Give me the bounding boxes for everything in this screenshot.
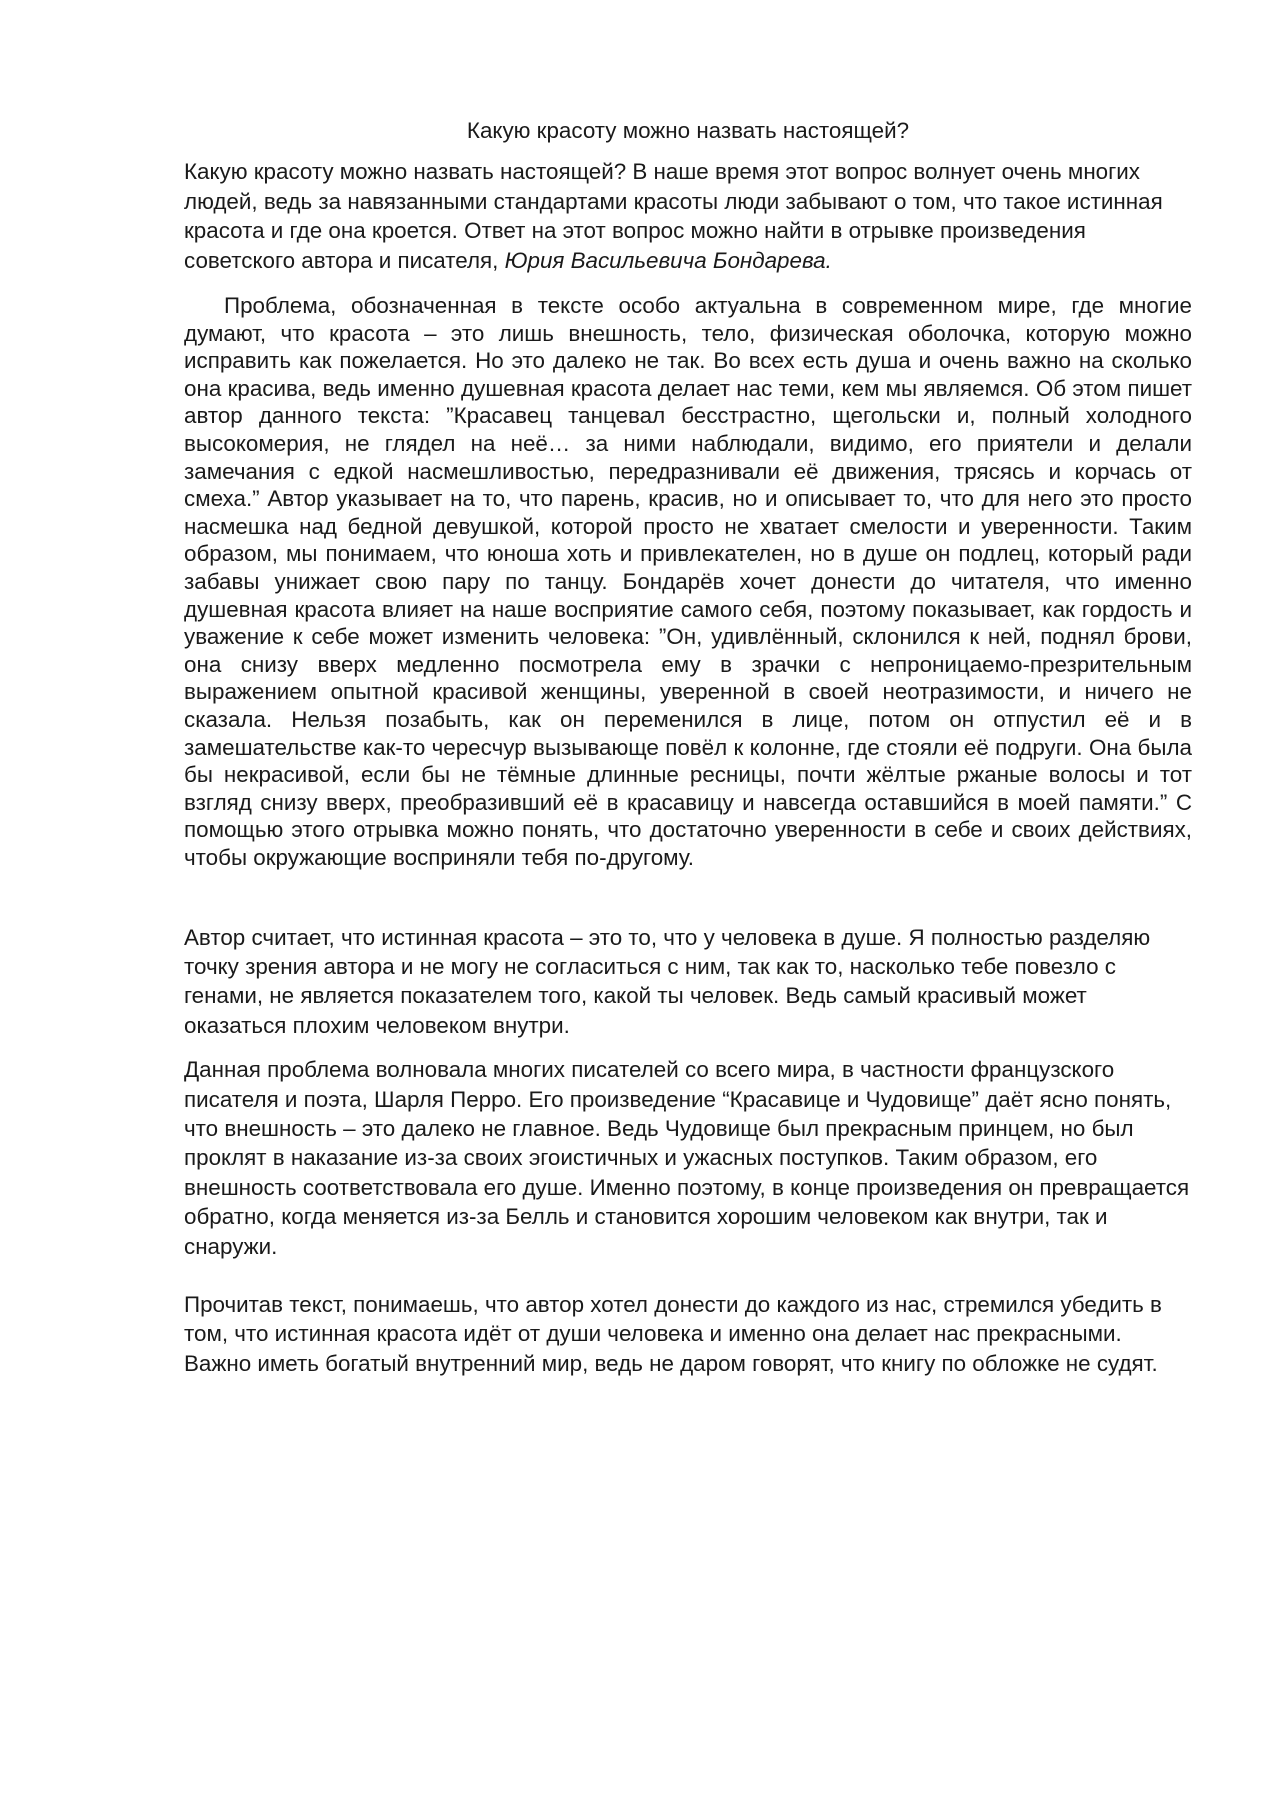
conclusion-paragraph: Прочитав текст, понимаешь, что автор хотел донести до каждого из нас, стремился убедить в том, что истинная красота идёт от души человека и именно она делает нас прекрасными. Важно иметь богатый внутренний мир, ведь не даром говорят, что книгу по обложке не судят.	[184, 1291, 1162, 1376]
argument-paragraph: Данная проблема волновала многих писателей со всего мира, в частности французского писателя и поэта, Шарля Перро. Его произведение “Красавице и Чудовище” даёт ясно понять, что внешность – это далеко не главное. Ведь Чудовище был прекрасным принцем, но был проклят в наказание из-за своих эгоистичных и ужасных поступков. Таким образом, его внешность соответствовала его душе. Именно поэтому, в конце произведения он превращается обратно, когда меняется из-за Белль и становится хорошим человеком как внутри, так и снаружи.	[184, 1057, 1190, 1259]
document-body	[184, 116, 1192, 1378]
document-title: Какую красоту можно назвать настоящей?	[466, 118, 910, 143]
opinion-paragraph: Автор считает, что истинная красота – это то, что у человека в душе. Я полностью разделяю точку зрения автора и не могу не согласиться с ним, так как то, насколько тебе повезло с генами, не является показателем того, какой ты человек. Ведь самый красивый может оказаться плохим человеком внутри.	[184, 924, 1151, 1038]
problem-paragraph: Проблема, обозначенная в тексте особо актуальна в современном мире, где многие думают, что красота – это лишь внешность, тело, физическая оболочка, которую можно исправить как пожелается. Но это далеко не так. Во всех есть душа и очень важно на сколько она красива, ведь именно душевная красота делает нас теми, кем мы являемся. Об этом пишет автор данного текста: ”Красавец танцевал бесстрастно, щегольски и, полный холодного высокомерия, не глядел на неё… за ними наблюдали, видимо, его приятели и делали замечания с едкой насмешливостью, передразнивали её движения, трясясь и корчась от смеха.” Автор указывает на то, что парень, красив, но и описывает то, что для него это просто насмешка над бедной девушкой, которой просто не хватает смелости и уверенности. Таким образом, мы понимаем, что юноша хоть и привлекателен, но в душе он подлец, который ради забавы унижает свою пару по танцу. Бондарёв хочет донести до читателя, что именно душевная красота влияет на наше восприятие самого себя, поэтому показывает, как гордость и уважение к себе может изменить человека: ”Он, удивлённый, склонился к ней, поднял брови, она снизу вверх медленно посмотрела ему в зрачки с непроницаемо-презрительным выражением опытной красивой женщины, уверенной в своей неотразимости, и ничего не сказала. Нельзя позабыть, как он переменился в лице, потом он отпустил её и в замешательстве как-то чересчур вызывающе повёл к колонне, где стояли её подруги. Она была бы некрасивой, если бы не тёмные длинные ресницы, почти жёлтые ржаные волосы и тот взгляд снизу вверх, преобразивший её в красавицу и навсегда оставшийся в моей памяти.” С помощью этого отрывка можно понять, что достаточно уверенности в себе и своих действиях, чтобы окружающие восприняли тебя по-другому.	[184, 293, 1192, 870]
intro-text: Какую красоту можно назвать настоящей? В наше время этот вопрос волнует очень многих людей, ведь за навязанными стандартами красоты люди забывают о том, что такое истинная красота и где она кроется. Ответ на этот вопрос можно найти в отрывке произведения советского автора и писателя,	[184, 159, 1163, 273]
intro-paragraph	[184, 157, 1192, 275]
author-name: Юрия Васильевича Бондарева.	[504, 247, 832, 273]
